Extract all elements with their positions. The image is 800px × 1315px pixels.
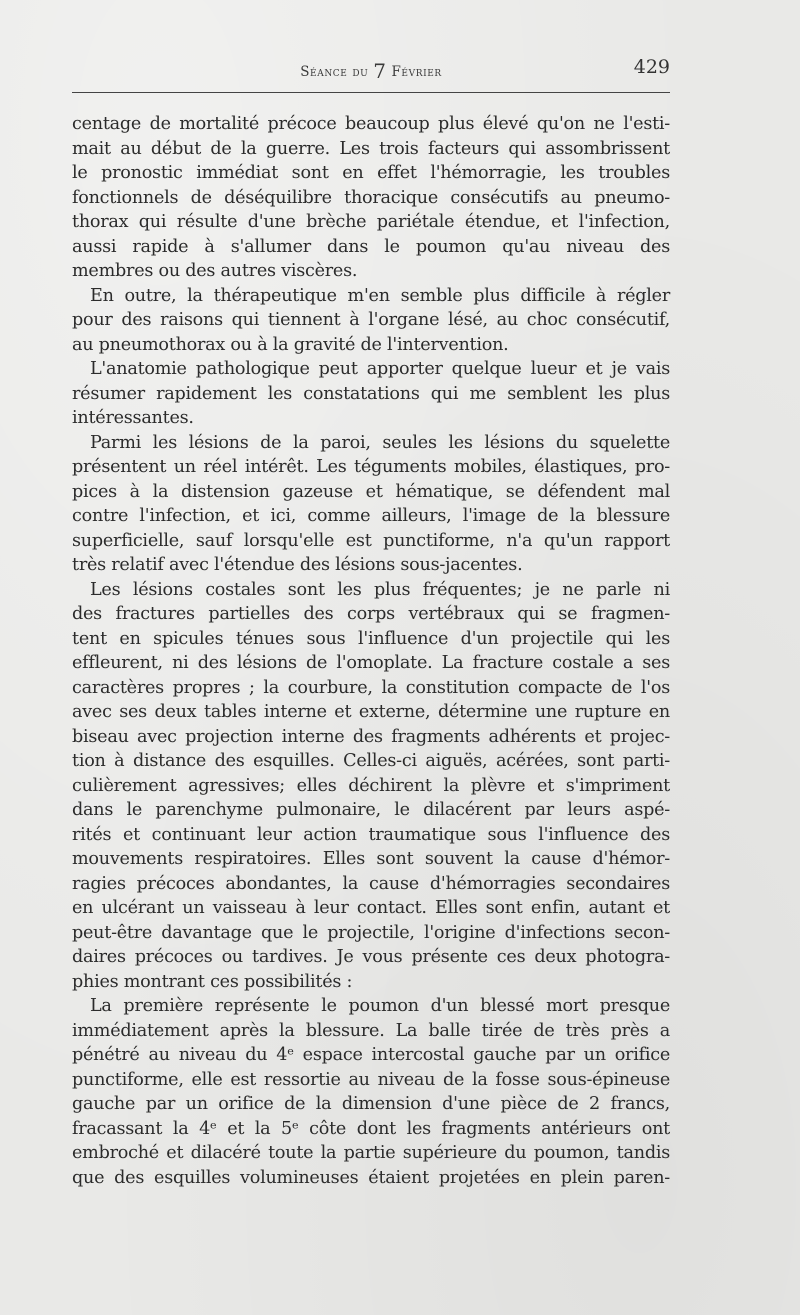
running-head xyxy=(72,56,670,83)
text-line: peut-être davantage que le projectile, l'origine d'infections secon- xyxy=(72,922,670,943)
text-line: très relatif avec l'étendue des lésions sous-jacentes. xyxy=(72,555,523,575)
text-line: le pronostic immédiat sont en effet l'hémorragie, les troubles xyxy=(72,163,670,183)
text-line: membres ou des autres viscères. xyxy=(72,261,358,281)
text-line: fracassant la 4ᵉ et la 5ᵉ côte dont les fragments antérieurs ont xyxy=(72,1118,670,1139)
text-line: que des esquilles volumineuses étaient projetées en plein paren- xyxy=(72,1167,670,1188)
text-line: pénétré au niveau du 4ᵉ espace intercostal gauche par un orifice xyxy=(72,1045,670,1065)
text-line: intéressantes. xyxy=(72,408,194,428)
text-line: biseau avec projection interne des fragments adhérents et projec- xyxy=(72,726,670,747)
text-line: immédiatement après la blessure. La balle tirée de très près a xyxy=(72,1020,670,1041)
text-line: pour des raisons qui tiennent à l'organe lésé, au choc consécutif, xyxy=(72,310,670,330)
text-line: aussi rapide à s'allumer dans le poumon qu'au niveau des xyxy=(72,236,670,257)
text-line: punctiforme, elle est ressortie au niveau de la fosse sous-épineuse xyxy=(72,1069,670,1090)
running-title-day: 7 xyxy=(373,59,387,83)
running-title-post: Février xyxy=(386,64,442,80)
text-line: superficielle, sauf lorsqu'elle est punctiforme, n'a qu'un rapport xyxy=(72,530,670,551)
paragraph xyxy=(72,578,670,995)
text-line: des fractures partielles des corps vertébraux qui se fragmen- xyxy=(72,604,670,624)
text-line: La première représente le poumon d'un blessé mort presque xyxy=(90,996,670,1016)
text-line: phies montrant ces possibilités : xyxy=(72,971,353,992)
text-line: centage de mortalité précoce beaucoup plus élevé qu'on ne l'esti- xyxy=(72,114,670,134)
text-line: présentent un réel intérêt. Les téguments mobiles, élastiques, pro- xyxy=(72,457,670,477)
text-line: gauche par un orifice de la dimension d'une pièce de 2 francs, xyxy=(72,1094,670,1114)
text-line: Les lésions costales sont les plus fréquentes; je ne parle ni xyxy=(90,579,670,600)
text-line: pices à la distension gazeuse et hématique, se défendent mal xyxy=(72,481,670,502)
text-line: résumer rapidement les constatations qui me semblent les plus xyxy=(72,383,670,404)
text-line: thorax qui résulte d'une brèche pariétale étendue, et l'infection, xyxy=(72,212,670,232)
text-line: En outre, la thérapeutique m'en semble plus difficile à régler xyxy=(90,285,670,306)
paragraph xyxy=(72,994,670,1190)
text-line: caractères propres ; la courbure, la constitution compacte de l'os xyxy=(72,677,670,698)
paragraph xyxy=(72,357,670,431)
text-line: ragies précoces abondantes, la cause d'hémorragies secondaires xyxy=(72,873,670,894)
text-line: culièrement agressives; elles déchirent la plèvre et s'impriment xyxy=(72,775,670,796)
paragraph xyxy=(72,112,670,284)
text-line: au pneumothorax ou à la gravité de l'intervention. xyxy=(72,334,509,355)
header-rule xyxy=(72,92,670,93)
running-title-pre: Séance du xyxy=(300,64,374,80)
text-line: fonctionnels de déséquilibre thoracique consécutifs au pneumo- xyxy=(72,187,670,208)
text-line: Parmi les lésions de la paroi, seules les lésions du squelette xyxy=(90,432,670,453)
text-line: contre l'infection, et ici, comme ailleurs, l'image de la blessure xyxy=(72,506,670,526)
paragraph xyxy=(72,431,670,578)
running-title xyxy=(72,59,670,83)
text-line: dans le parenchyme pulmonaire, le dilacérent par leurs aspé- xyxy=(72,800,670,820)
text-line: L'anatomie pathologique peut apporter quelque lueur et je vais xyxy=(90,359,670,379)
text-line: daires précoces ou tardives. Je vous présente ces deux photogra- xyxy=(72,947,670,967)
text-line: mouvements respiratoires. Elles sont souvent la cause d'hémor- xyxy=(72,849,670,869)
text-line: effleurent, ni des lésions de l'omoplate. La fracture costale a ses xyxy=(72,653,670,673)
text-line: tion à distance des esquilles. Celles-ci aiguës, acérées, sont parti- xyxy=(72,751,670,771)
text-line: avec ses deux tables interne et externe, détermine une rupture en xyxy=(72,702,670,722)
text-line: en ulcérant un vaisseau à leur contact. Elles sont enfin, autant et xyxy=(72,898,670,918)
paragraph xyxy=(72,284,670,358)
body-text xyxy=(72,112,670,1190)
text-line: mait au début de la guerre. Les trois facteurs qui assombrissent xyxy=(72,138,670,159)
text-line: embroché et dilacéré toute la partie supérieure du poumon, tandis xyxy=(72,1143,670,1163)
text-line: rités et continuant leur action traumatique sous l'influence des xyxy=(72,824,670,845)
page-number: 429 xyxy=(633,56,670,78)
text-line: tent en spicules ténues sous l'influence d'un projectile qui les xyxy=(72,628,670,649)
